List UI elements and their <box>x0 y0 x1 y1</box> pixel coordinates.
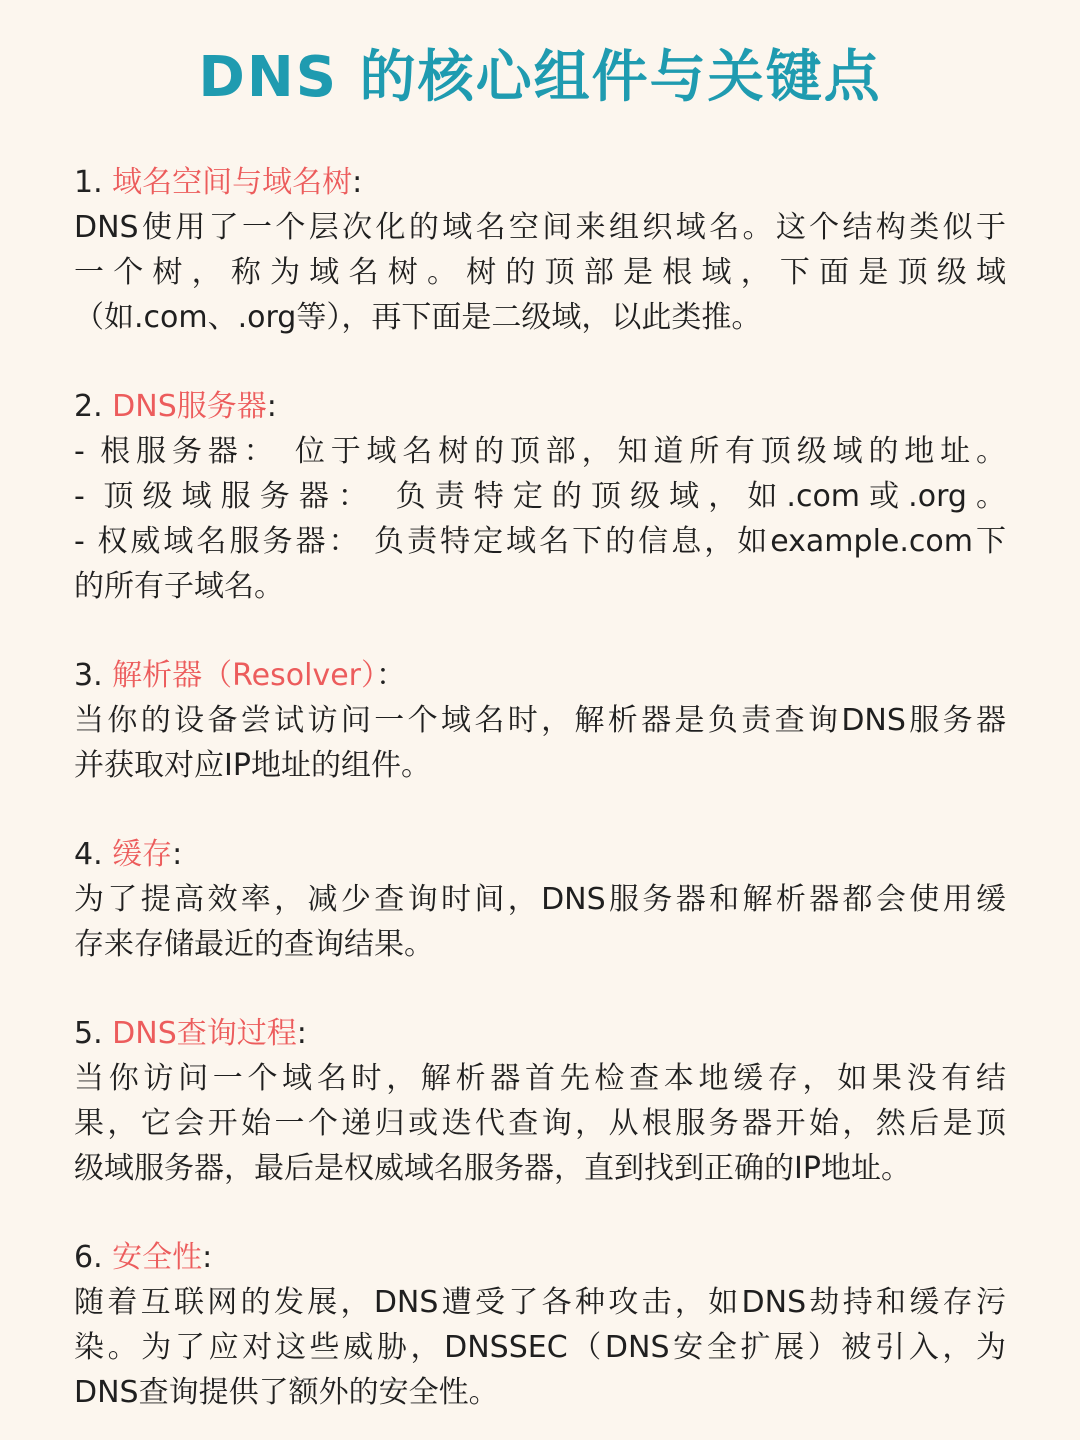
body-line: 果，它会开始一个递归或迭代查询，从根服务器开始，然后是顶 <box>74 1106 1006 1141</box>
page-title: DNS 的核心组件与关键点 <box>198 45 882 110</box>
section-heading <box>74 384 1006 429</box>
section-body <box>74 429 1006 609</box>
section-heading <box>74 1235 1006 1280</box>
section-body <box>74 1280 1006 1415</box>
section-6 <box>74 1235 1006 1415</box>
body-line: - 根服务器： 位于域名树的顶部，知道所有顶级域的地址。 <box>74 434 1006 469</box>
section-body <box>74 877 1006 967</box>
body-line: DNS查询提供了额外的安全性。 <box>74 1375 499 1410</box>
section-term: 缓存 <box>112 837 173 872</box>
section-1 <box>74 160 1006 340</box>
body-line: 随着互联网的发展，DNS遭受了各种攻击，如DNS劫持和缓存污 <box>74 1285 1006 1320</box>
section-heading <box>74 653 1006 698</box>
section-number: 1. <box>74 165 103 200</box>
body-line: 为了提高效率，减少查询时间，DNS服务器和解析器都会使用缓 <box>74 882 1006 917</box>
section-colon: : <box>352 165 363 200</box>
section-5 <box>74 1011 1006 1191</box>
section-number: 3. <box>74 658 103 693</box>
body-line: DNS使用了一个层次化的域名空间来组织域名。这个结构类似于 <box>74 210 1006 245</box>
body-line: - 顶级域服务器： 负责特定的顶级域，如.com或.org。 <box>74 479 1006 514</box>
section-heading <box>74 160 1006 205</box>
section-heading <box>74 832 1006 877</box>
body-line: （如.com、.org等），再下面是二级域，以此类推。 <box>74 300 762 335</box>
sections-container <box>74 160 1006 1415</box>
section-colon: ： <box>376 658 406 693</box>
section-term: 域名空间与域名树 <box>112 165 353 200</box>
section-body <box>74 1056 1006 1191</box>
section-number: 6. <box>74 1240 103 1275</box>
section-number: 5. <box>74 1016 103 1051</box>
section-4 <box>74 832 1006 967</box>
section-term: DNS查询过程 <box>112 1016 297 1051</box>
section-number: 4. <box>74 837 103 872</box>
section-heading <box>74 1011 1006 1056</box>
section-body <box>74 698 1006 788</box>
section-body <box>74 205 1006 340</box>
body-line: 一个树，称为域名树。树的顶部是根域，下面是顶级域 <box>74 255 1006 290</box>
section-colon: : <box>296 1016 307 1051</box>
section-term: DNS服务器 <box>112 389 267 424</box>
section-term: 安全性 <box>112 1240 203 1275</box>
section-colon: : <box>266 389 277 424</box>
body-line: 当你的设备尝试访问一个域名时，解析器是负责查询DNS服务器 <box>74 703 1006 738</box>
body-line: 的所有子域名。 <box>74 569 284 604</box>
section-2 <box>74 384 1006 609</box>
body-line: 存来存储最近的查询结果。 <box>74 927 434 962</box>
body-line: 当你访问一个域名时，解析器首先检查本地缓存，如果没有结 <box>74 1061 1006 1096</box>
body-line: 染。为了应对这些威胁，DNSSEC（DNS安全扩展）被引入，为 <box>74 1330 1006 1365</box>
body-line: 级域服务器，最后是权威域名服务器，直到找到正确的IP地址。 <box>74 1151 911 1186</box>
body-line: - 权威域名服务器： 负责特定域名下的信息，如example.com下 <box>74 524 1006 559</box>
section-term: 解析器（Resolver） <box>112 658 376 693</box>
body-line: 并获取对应IP地址的组件。 <box>74 748 431 783</box>
section-number: 2. <box>74 389 103 424</box>
section-colon: : <box>172 837 183 872</box>
section-colon: : <box>202 1240 213 1275</box>
section-3 <box>74 653 1006 788</box>
